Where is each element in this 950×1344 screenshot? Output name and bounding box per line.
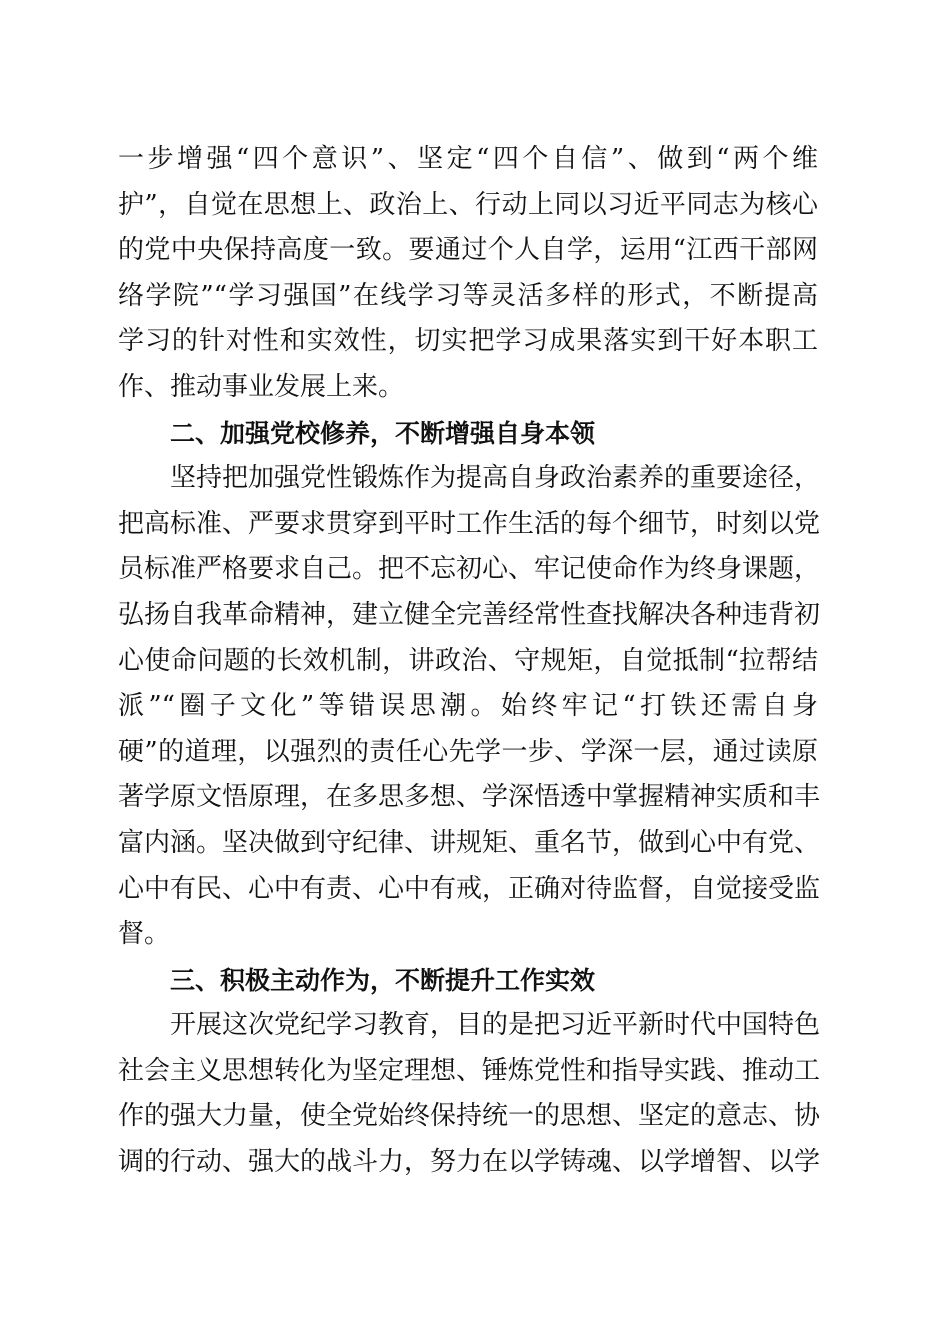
paragraph-2-line-11: 督。	[118, 919, 171, 950]
paragraph-2-line-2: 把高标准、严要求贯穿到平时工作生活的每个细节，时刻以党	[118, 508, 821, 539]
paragraph-1-line-6: 作、推动事业发展上来。	[118, 371, 405, 402]
paragraph-2-line-1: 坚持把加强党性锻炼作为提高自身政治素养的重要途径，	[170, 463, 821, 494]
paragraph-3-line-2: 社会主义思想转化为坚定理想、锤炼党性和指导实践、推动工	[118, 1055, 821, 1086]
paragraph-3-line-1: 开展这次党纪学习教育，目的是把习近平新时代中国特色	[170, 1010, 821, 1041]
paragraph-3-line-4: 调的行动、强大的战斗力，努力在以学铸魂、以学增智、以学	[118, 1147, 821, 1178]
paragraph-2-line-7: 硬”的道理，以强烈的责任心先学一步、学深一层，通过读原	[118, 736, 818, 767]
paragraph-2-line-10: 心中有民、心中有责、心中有戒，正确对待监督，自觉接受监	[118, 873, 821, 904]
paragraph-1-line-1: 一步增强“四个意识”、坚定“四个自信”、做到“两个维	[118, 144, 818, 174]
paragraph-1-line-4: 络学院”“学习强国”在线学习等灵活多样的形式，不断提高	[118, 280, 818, 311]
section-heading-3: 三、积极主动作为，不断提升工作实效	[170, 965, 596, 995]
paragraph-1-line-3: 的党中央保持高度一致。要通过个人自学，运用“江西干部网	[118, 235, 818, 266]
paragraph-2-line-9: 富内涵。坚决做到守纪律、讲规矩、重名节，做到心中有党、	[118, 827, 821, 858]
paragraph-2-line-4: 弘扬自我革命精神，建立健全完善经常性查找解决各种违背初	[118, 599, 821, 630]
paragraph-2-line-3: 员标准严格要求自己。把不忘初心、牢记使命作为终身课题，	[118, 554, 821, 585]
paragraph-2-line-5: 心使命问题的长效机制，讲政治、守规矩，自觉抵制“拉帮结	[118, 645, 818, 676]
paragraph-2-line-8: 著学原文悟原理，在多思多想、学深悟透中掌握精神实质和丰	[118, 782, 821, 813]
paragraph-1-line-2: 护”，自觉在思想上、政治上、行动上同以习近平同志为核心	[118, 189, 818, 220]
document-body	[118, 137, 821, 1186]
paragraph-3-line-3: 作的强大力量，使全党始终保持统一的思想、坚定的意志、协	[118, 1101, 821, 1132]
paragraph-1-line-5: 学习的针对性和实效性，切实把学习成果落实到干好本职工	[118, 326, 818, 357]
section-heading-2: 二、加强党校修养，不断增强自身本领	[170, 418, 596, 448]
paragraph-2-line-6: 派”“圈子文化”等错误思潮。始终牢记“打铁还需自身	[118, 691, 818, 722]
